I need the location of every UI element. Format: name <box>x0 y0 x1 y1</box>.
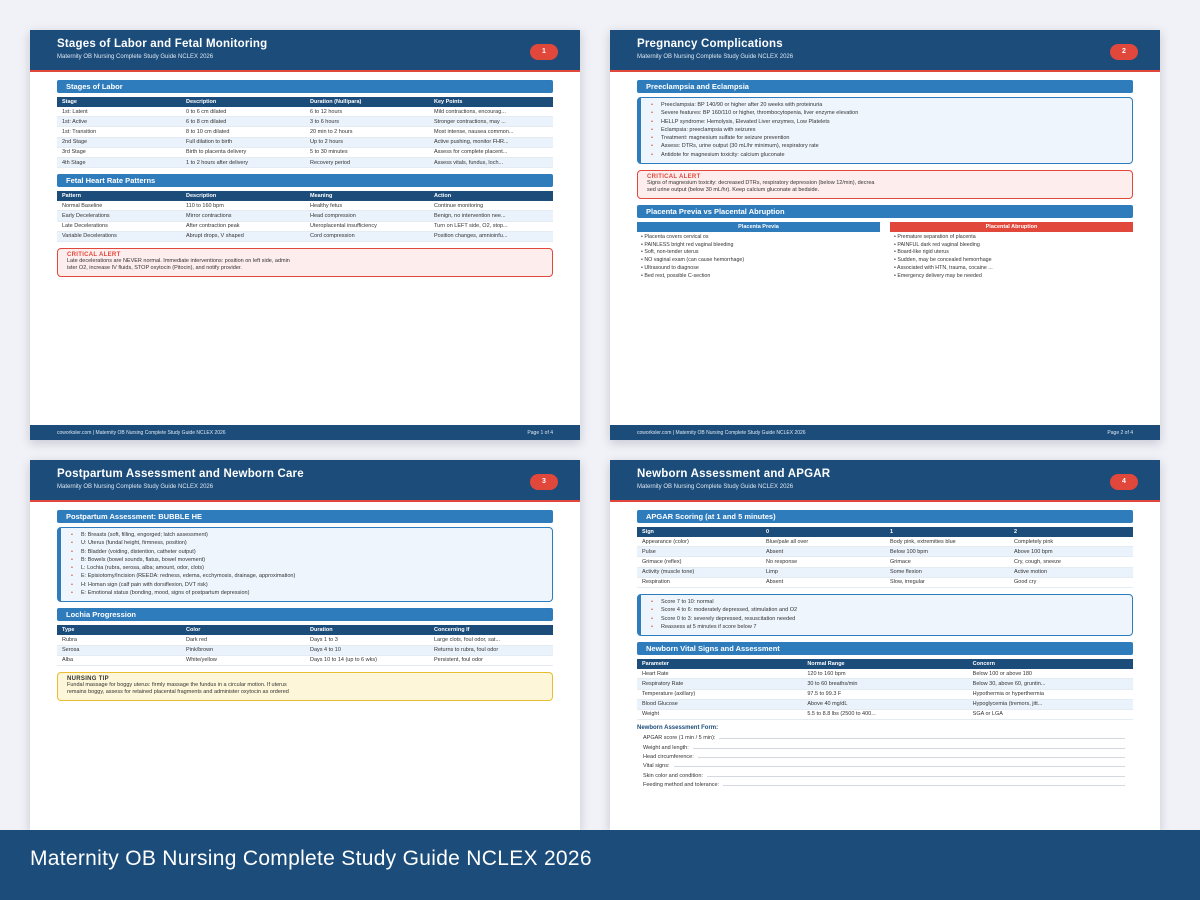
column-header: Pattern <box>57 191 181 201</box>
table-cell: Hypoglycemia (tremors, jitt... <box>968 699 1133 709</box>
table-cell: Birth to placenta delivery <box>181 147 305 157</box>
table-row <box>637 537 1133 547</box>
table-cell: 1st: Latent <box>57 107 181 117</box>
column-header: Normal Range <box>802 659 967 669</box>
table-cell: Rubra <box>57 635 181 645</box>
list-item: • Associated with HTN, trauma, cocaine ... <box>894 264 993 271</box>
table-cell: Grimace <box>885 557 1009 567</box>
table-cell: Uteroplacental insufficiency <box>305 221 429 231</box>
table-cell: Dark red <box>181 635 305 645</box>
column-header: 1 <box>885 527 1009 537</box>
table-cell: 1st: Active <box>57 117 181 127</box>
table-cell: Continue monitoring <box>429 201 553 211</box>
table-row <box>57 157 553 167</box>
preeclampsia-list <box>637 97 1133 164</box>
stages-table <box>57 97 553 168</box>
list-item: • U: Uterus (fundal height, firmness, position) <box>67 539 552 547</box>
table-cell: Above 40 mg/dL <box>802 699 967 709</box>
column-header: 2 <box>1009 527 1133 537</box>
table-cell: Cry, cough, sneeze <box>1009 557 1133 567</box>
table-row <box>57 107 553 117</box>
table-cell: 5 to 30 minutes <box>305 147 429 157</box>
page-body <box>637 510 1133 788</box>
table-cell: Respiration <box>637 577 761 587</box>
table-row <box>57 231 553 241</box>
assessment-form-title: Newborn Assessment Form: <box>637 725 719 732</box>
form-field-label: Head circumference: <box>643 753 694 760</box>
table-cell: Blue/pale all over <box>761 537 885 547</box>
table-row <box>57 127 553 137</box>
list-item: • PAINFUL dark red vaginal bleeding <box>894 241 980 248</box>
column-header: Meaning <box>305 191 429 201</box>
list-item: • Ultrasound to diagnose <box>641 264 699 271</box>
fhr-table <box>57 191 553 242</box>
list-item: • Antidote for magnesium toxicity: calcium gluconate <box>647 151 1132 159</box>
list-item: • Severe features: BP 160/110 or higher, thrombocytopenia, liver enzyme elevation <box>647 109 1132 117</box>
table-cell: Below 30, above 60, gruntin... <box>968 679 1133 689</box>
page-header <box>610 460 1160 502</box>
column-header: Color <box>181 625 305 635</box>
table-cell: No response <box>761 557 885 567</box>
tip-text: Fundal massage for boggy uterus: firmly massage the fundus in a circular motion. If uterus <box>67 681 287 688</box>
form-field-label: Vital signs: <box>643 763 670 770</box>
column-heading: Placental Abruption <box>890 222 1133 232</box>
page-subtitle: Maternity OB Nursing Complete Study Guide NCLEX 2026 <box>637 484 794 490</box>
column-header: Duration <box>305 625 429 635</box>
table-cell: Active motion <box>1009 567 1133 577</box>
list-item: • Soft, non-tender uterus <box>641 249 699 256</box>
list-item: • Placenta covers cervical os <box>641 234 709 241</box>
table-cell: Mirror contractions <box>181 211 305 221</box>
table-cell: Position changes, amnioinfu... <box>429 231 553 241</box>
section-header-fetal-heart-rate: Fetal Heart Rate Patterns <box>57 174 553 187</box>
alert-title: CRITICAL ALERT <box>67 251 121 258</box>
form-row <box>637 751 1133 760</box>
table-cell: Active pushing, monitor FHR... <box>429 137 553 147</box>
footer-text: coworksler.com | Maternity OB Nursing Complete Study Guide NCLEX 2026 <box>637 430 806 436</box>
list-item: • Reassess at 5 minutes if score below 7 <box>647 623 1132 631</box>
table-cell: Limp <box>761 567 885 577</box>
list-item: • Sudden, may be concealed hemorrhage <box>894 257 992 264</box>
column-header: Type <box>57 625 181 635</box>
form-field-line[interactable] <box>719 738 1125 739</box>
column-heading: Placenta Previa <box>637 222 880 232</box>
table-cell: Late Decelerations <box>57 221 181 231</box>
list-item: • B: Breasts (soft, filling, engorged; latch assessment) <box>67 531 552 539</box>
list-item: • Eclampsia: preeclampsia with seizures <box>647 126 1132 134</box>
column-header: 0 <box>761 527 885 537</box>
table-row <box>637 679 1133 689</box>
tip-title: NURSING TIP <box>67 675 109 682</box>
page-1 <box>30 30 580 440</box>
table-row <box>57 221 553 231</box>
list-item: • Board-like rigid uterus <box>894 249 949 256</box>
table-cell: Activity (muscle tone) <box>637 567 761 577</box>
table-cell: Variable Decelerations <box>57 231 181 241</box>
table-cell: Below 100 bpm <box>885 547 1009 557</box>
form-field-label: Skin color and condition: <box>643 772 703 779</box>
page-body <box>57 80 553 283</box>
page-title: Newborn Assessment and APGAR <box>637 468 831 480</box>
tip-text: remains boggy, assess for retained placental fragments and administer oxytocin as ordered <box>67 688 289 695</box>
section-header-apgar: APGAR Scoring (at 1 and 5 minutes) <box>637 510 1133 523</box>
section-header-preeclampsia: Preeclampsia and Eclampsia <box>637 80 1133 93</box>
table-cell: 20 min to 2 hours <box>305 127 429 137</box>
list-item: • Bed rest, possible C-section <box>641 272 711 279</box>
page-title: Stages of Labor and Fetal Monitoring <box>57 38 268 50</box>
table-cell: 1st: Transition <box>57 127 181 137</box>
table-row <box>57 137 553 147</box>
table-cell: Above 100 bpm <box>1009 547 1133 557</box>
table-cell: 97.5 to 99.3 F <box>802 689 967 699</box>
table-cell: Assess vitals, fundus, loch... <box>429 157 553 167</box>
list-item: • Treatment: magnesium sulfate for seizure prevention <box>647 134 1132 142</box>
table-cell: Stronger contractions, may ... <box>429 117 553 127</box>
form-row <box>637 779 1133 788</box>
table-cell: 5.5 to 8.8 lbs (2500 to 400... <box>802 709 967 719</box>
table-cell: Abrupt drops, V shaped <box>181 231 305 241</box>
bubble-he-list <box>57 527 553 602</box>
table-cell: Recovery period <box>305 157 429 167</box>
form-field-line[interactable] <box>723 785 1125 786</box>
list-item: • L: Lochia (rubra, serosa, alba; amount, odor, clots) <box>67 564 552 572</box>
form-field-label: Feeding method and tolerance: <box>643 781 720 788</box>
page-body <box>57 510 553 707</box>
table-cell: 3rd Stage <box>57 147 181 157</box>
table-cell: Returns to rubra, foul odor <box>429 645 553 655</box>
column-header: Concern <box>968 659 1133 669</box>
page-footer <box>30 425 580 440</box>
footer-page-number: Page 2 of 4 <box>1107 430 1133 436</box>
page-header <box>30 460 580 502</box>
column-header: Duration (Nullipara) <box>305 97 429 107</box>
table-cell: 2nd Stage <box>57 137 181 147</box>
form-field-line[interactable] <box>707 776 1125 777</box>
critical-alert-box <box>637 170 1133 199</box>
placental-abruption-column <box>890 222 1133 280</box>
lochia-table <box>57 625 553 666</box>
table-row <box>57 645 553 655</box>
banner-title: Maternity OB Nursing Complete Study Guide NCLEX 2026 <box>30 847 592 870</box>
column-header: Key Points <box>429 97 553 107</box>
page-footer <box>610 425 1160 440</box>
table-row <box>57 201 553 211</box>
table-cell: Weight <box>637 709 802 719</box>
table-row <box>57 655 553 665</box>
page-4 <box>610 460 1160 830</box>
table-cell: Healthy fetus <box>305 201 429 211</box>
table-cell: Good cry <box>1009 577 1133 587</box>
footer-page-number: Page 1 of 4 <box>527 430 553 436</box>
table-cell: Below 100 or above 180 <box>968 669 1133 679</box>
table-cell: Appearance (color) <box>637 537 761 547</box>
table-row <box>637 567 1133 577</box>
page-2 <box>610 30 1160 440</box>
page-body <box>637 80 1133 280</box>
form-field-label: Weight and length: <box>643 744 689 751</box>
form-row <box>637 741 1133 750</box>
table-cell: 120 to 160 bpm <box>802 669 967 679</box>
table-cell: Benign, no intervention nee... <box>429 211 553 221</box>
table-cell: Up to 2 hours <box>305 137 429 147</box>
alert-text: Signs of magnesium toxicity: decreased DTRs, respiratory depression (below 12/min), decrea <box>647 180 875 187</box>
column-header: Concerning If <box>429 625 553 635</box>
page-3 <box>30 460 580 830</box>
table-cell: Normal Baseline <box>57 201 181 211</box>
table-row <box>637 709 1133 719</box>
table-cell: Persistent, foul odor <box>429 655 553 665</box>
page-title: Postpartum Assessment and Newborn Care <box>57 468 304 480</box>
table-cell: Early Decelerations <box>57 211 181 221</box>
table-cell: 6 to 8 cm dilated <box>181 117 305 127</box>
apgar-interpretation-list <box>637 594 1133 636</box>
nursing-tip-box <box>57 672 553 701</box>
list-item: • Emergency delivery may be needed <box>894 272 982 279</box>
alert-text: sed urine output (below 30 mL/hr). Keep calcium gluconate at bedside. <box>647 187 820 194</box>
table-cell: Hypothermia or hyperthermia <box>968 689 1133 699</box>
page-subtitle: Maternity OB Nursing Complete Study Guide NCLEX 2026 <box>57 484 214 490</box>
table-row <box>57 211 553 221</box>
table-cell: Body pink, extremities blue <box>885 537 1009 547</box>
list-item: • B: Bladder (voiding, distention, catheter output) <box>67 548 552 556</box>
apgar-table <box>637 527 1133 588</box>
alert-title: CRITICAL ALERT <box>647 174 701 181</box>
form-row <box>637 760 1133 769</box>
table-row <box>57 147 553 157</box>
column-header: Action <box>429 191 553 201</box>
table-row <box>637 689 1133 699</box>
list-item: • H: Homan sign (calf pain with dorsiflexion, DVT risk) <box>67 581 552 589</box>
table-cell: Heart Rate <box>637 669 802 679</box>
table-cell: Mild contractions, encourag... <box>429 107 553 117</box>
table-cell: Days 4 to 10 <box>305 645 429 655</box>
alert-text: ister O2, increase IV fluids, STOP oxytocin (Pitocin), and notify provider. <box>67 264 242 271</box>
newborn-vitals-table <box>637 659 1133 720</box>
list-item: • Score 0 to 3: severely depressed, resuscitation needed <box>647 615 1132 623</box>
form-field-line[interactable] <box>693 748 1125 749</box>
table-cell: 3 to 6 hours <box>305 117 429 127</box>
column-header: Parameter <box>637 659 802 669</box>
table-cell: 4th Stage <box>57 157 181 167</box>
form-field-line[interactable] <box>698 757 1125 758</box>
table-cell: 1 to 2 hours after delivery <box>181 157 305 167</box>
table-cell: Pink/brown <box>181 645 305 655</box>
form-field-label: APGAR score (1 min / 5 min): <box>643 735 716 742</box>
critical-alert-box <box>57 248 553 277</box>
table-row <box>637 669 1133 679</box>
page-number-badge: 1 <box>530 44 558 60</box>
table-cell: Respiratory Rate <box>637 679 802 689</box>
table-cell: Absent <box>761 547 885 557</box>
table-cell: Assess for complete placent... <box>429 147 553 157</box>
column-header: Sign <box>637 527 761 537</box>
page-number-badge: 2 <box>1110 44 1138 60</box>
table-cell: Large clots, foul odor, sat... <box>429 635 553 645</box>
table-cell: 30 to 60 breaths/min <box>802 679 967 689</box>
list-item: • Preeclampsia: BP 140/90 or higher after 20 weeks with proteinuria <box>647 101 1132 109</box>
list-item: • B: Bowels (bowel sounds, flatus, bowel movement) <box>67 556 552 564</box>
table-row <box>637 557 1133 567</box>
list-item: • PAINLESS bright red vaginal bleeding <box>641 241 734 248</box>
list-item: • HELLP syndrome: Hemolysis, Elevated Liver enzymes, Low Platelets <box>647 118 1132 126</box>
page-subtitle: Maternity OB Nursing Complete Study Guide NCLEX 2026 <box>637 54 794 60</box>
list-item: • Premature separation of placenta <box>894 234 976 241</box>
comparison-columns <box>637 222 1133 280</box>
page-subtitle: Maternity OB Nursing Complete Study Guide NCLEX 2026 <box>57 54 214 60</box>
form-row <box>637 769 1133 778</box>
table-cell: Pulse <box>637 547 761 557</box>
form-field-line[interactable] <box>674 766 1126 767</box>
table-cell: Turn on LEFT side, O2, stop... <box>429 221 553 231</box>
section-header-newborn-vitals: Newborn Vital Signs and Assessment <box>637 642 1133 655</box>
table-row <box>637 699 1133 709</box>
table-cell: Completely pink <box>1009 537 1133 547</box>
table-cell: Absent <box>761 577 885 587</box>
table-cell: Days 10 to 14 (up to 6 wks) <box>305 655 429 665</box>
section-header-lochia: Lochia Progression <box>57 608 553 621</box>
list-item: • E: Episiotomy/Incision (REEDA: redness, edema, ecchymosis, drainage, approximation) <box>67 572 552 580</box>
table-cell: Days 1 to 3 <box>305 635 429 645</box>
table-cell: SGA or LGA <box>968 709 1133 719</box>
alert-text: Late decelerations are NEVER normal. Immediate interventions: position on left side, admin <box>67 257 290 264</box>
page-header <box>610 30 1160 72</box>
table-cell: 0 to 6 cm dilated <box>181 107 305 117</box>
table-cell: 6 to 12 hours <box>305 107 429 117</box>
list-item: • NO vaginal exam (can cause hemorrhage) <box>641 257 745 264</box>
table-cell: Slow, irregular <box>885 577 1009 587</box>
section-header-bubble-he: Postpartum Assessment: BUBBLE HE <box>57 510 553 523</box>
table-cell: White/yellow <box>181 655 305 665</box>
form-row <box>637 732 1133 741</box>
column-header: Description <box>181 97 305 107</box>
table-cell: After contraction peak <box>181 221 305 231</box>
table-cell: Blood Glucose <box>637 699 802 709</box>
table-row <box>57 117 553 127</box>
list-item: • Score 4 to 6: moderately depressed, stimulation and O2 <box>647 606 1132 614</box>
table-cell: 8 to 10 cm dilated <box>181 127 305 137</box>
table-cell: Full dilation to birth <box>181 137 305 147</box>
page-title: Pregnancy Complications <box>637 38 783 50</box>
table-cell: Head compression <box>305 211 429 221</box>
bottom-banner <box>0 830 1200 900</box>
list-item: • Assess: DTRs, urine output (30 mL/hr minimum), respiratory rate <box>647 142 1132 150</box>
section-header-stages-of-labor: Stages of Labor <box>57 80 553 93</box>
list-item: • E: Emotional status (bonding, mood, signs of postpartum depression) <box>67 589 552 597</box>
table-cell: Cord compression <box>305 231 429 241</box>
page-header <box>30 30 580 72</box>
table-row <box>637 577 1133 587</box>
list-item: • Score 7 to 10: normal <box>647 598 1132 606</box>
column-header: Stage <box>57 97 181 107</box>
table-cell: Alba <box>57 655 181 665</box>
table-row <box>57 635 553 645</box>
placenta-previa-column <box>637 222 880 280</box>
page-number-badge: 3 <box>530 474 558 490</box>
table-cell: Most intense, nausea common... <box>429 127 553 137</box>
section-header-placenta: Placenta Previa vs Placental Abruption <box>637 205 1133 218</box>
table-row <box>637 547 1133 557</box>
footer-text: coworksler.com | Maternity OB Nursing Complete Study Guide NCLEX 2026 <box>57 430 226 436</box>
table-cell: Grimace (reflex) <box>637 557 761 567</box>
column-header: Description <box>181 191 305 201</box>
table-cell: 110 to 160 bpm <box>181 201 305 211</box>
table-cell: Some flexion <box>885 567 1009 577</box>
table-cell: Serosa <box>57 645 181 655</box>
table-cell: Temperature (axillary) <box>637 689 802 699</box>
page-number-badge: 4 <box>1110 474 1138 490</box>
